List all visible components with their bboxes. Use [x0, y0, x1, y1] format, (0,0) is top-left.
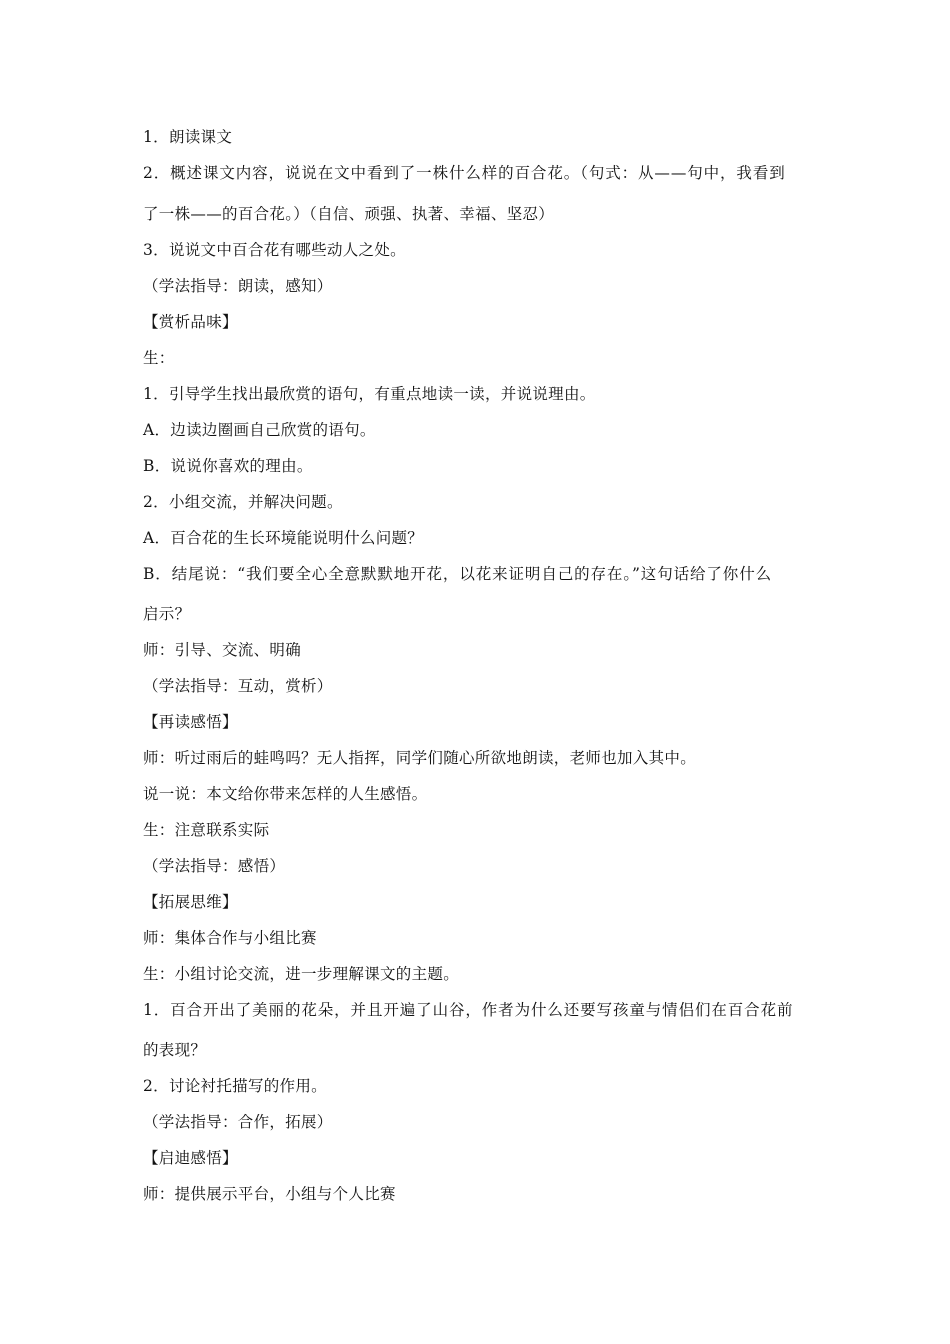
step-summarize-continued: 了一株——的百合花。）（自信、顽强、执著、幸福、坚忍） — [143, 205, 555, 223]
section-heading-inspire: 【启迪感悟】 — [143, 1149, 238, 1167]
step-read-aloud: 1．朗读课文 — [143, 128, 233, 146]
student-line: 生：小组讨论交流，进一步理解课文的主题。 — [143, 965, 460, 983]
question-two: 2．讨论衬托描写的作用。 — [143, 1077, 327, 1095]
question-one: 1．百合开出了美丽的花朵，并且开遍了山谷，作者为什么还要写孩童与情侣们在百合花前 — [143, 1001, 794, 1019]
question-b-continued: 启示？ — [143, 605, 191, 623]
teacher-line: 师：提供展示平台，小组与个人比赛 — [143, 1185, 396, 1203]
method-note: （学法指导：互动，赏析） — [143, 677, 333, 695]
question-b: B．结尾说：“我们要全心全意默默地开花，以花来证明自己的存在。”这句话给了你什么 — [143, 565, 772, 583]
step-summarize: 2．概述课文内容，说说在文中看到了一株什么样的百合花。（句式：从——句中，我看到 — [143, 164, 786, 182]
section-heading-extend: 【拓展思维】 — [143, 893, 238, 911]
method-note: （学法指导：感悟） — [143, 857, 286, 875]
section-heading-appreciation: 【赏析品味】 — [143, 313, 238, 331]
method-note: （学法指导：合作，拓展） — [143, 1113, 333, 1131]
sub-item-a: A．边读边圈画自己欣赏的语句。 — [143, 421, 376, 439]
teacher-line: 师：听过雨后的蛙鸣吗？无人指挥，同学们随心所欲地朗读，老师也加入其中。 — [143, 749, 697, 767]
sub-item-b: B．说说你喜欢的理由。 — [143, 457, 313, 475]
step-find-sentences: 1．引导学生找出最欣赏的语句，有重点地读一读，并说说理由。 — [143, 385, 596, 403]
student-line: 生：注意联系实际 — [143, 821, 270, 839]
student-label: 生： — [143, 349, 175, 367]
teacher-line: 师：引导、交流、明确 — [143, 641, 302, 659]
question-one-continued: 的表现？ — [143, 1041, 207, 1059]
method-note: （学法指导：朗读，感知） — [143, 277, 333, 295]
section-heading-reread: 【再读感悟】 — [143, 713, 238, 731]
step-touching-points: 3．说说文中百合花有哪些动人之处。 — [143, 241, 406, 259]
step-group-discussion: 2．小组交流，并解决问题。 — [143, 493, 343, 511]
teacher-line: 师：集体合作与小组比赛 — [143, 929, 317, 947]
question-a: A．百合花的生长环境能说明什么问题？ — [143, 529, 424, 547]
prompt-line: 说一说：本文给你带来怎样的人生感悟。 — [143, 785, 428, 803]
